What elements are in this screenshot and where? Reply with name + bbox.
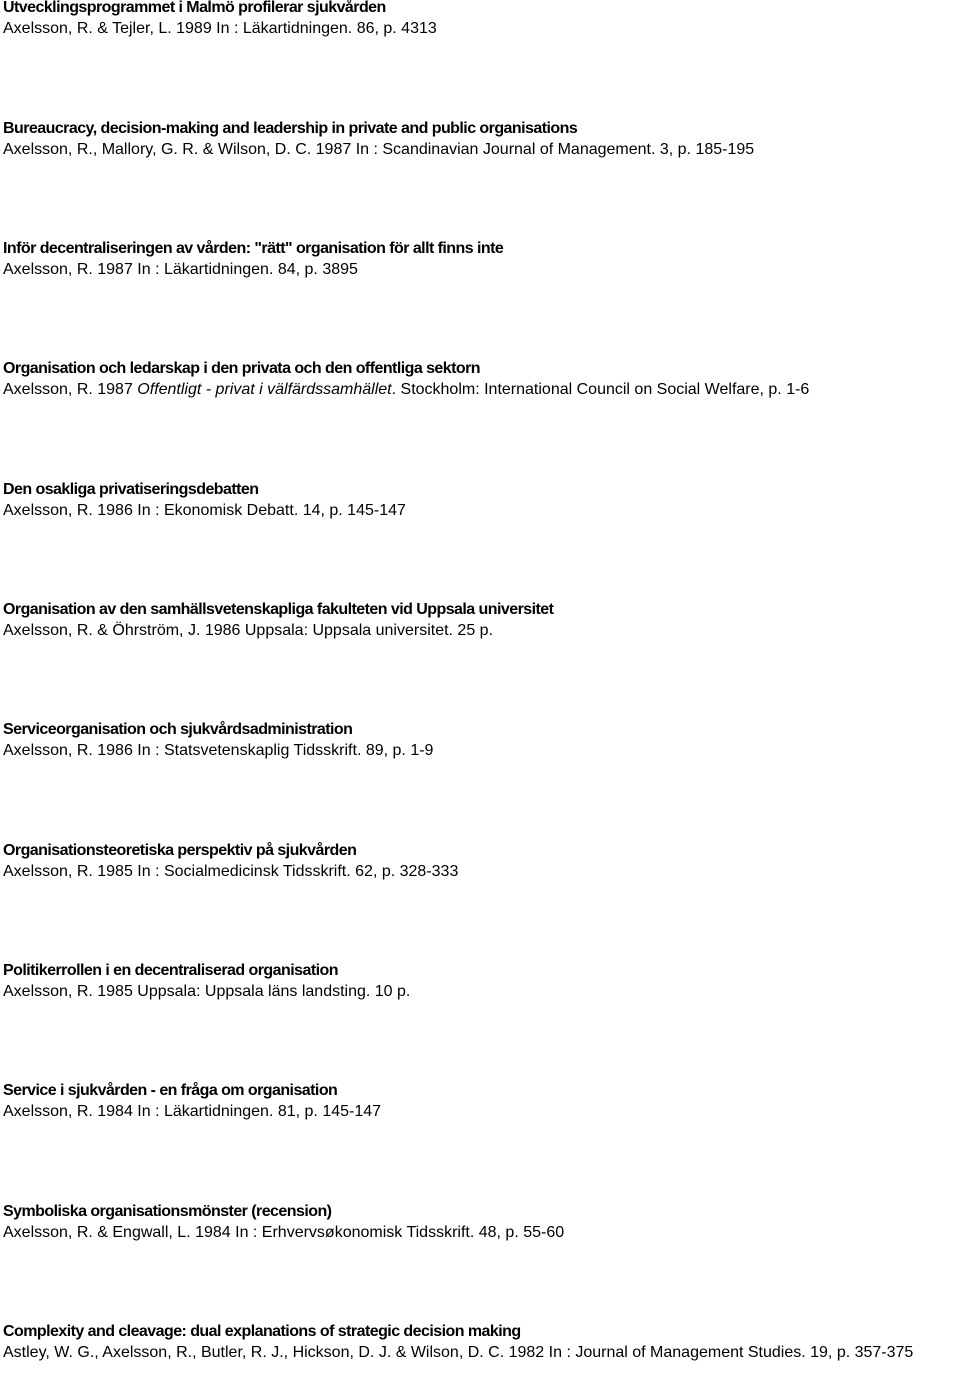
publication-citation: Axelsson, R. & Öhrström, J. 1986 Uppsala: Uppsala universitet. 25 p. — [3, 622, 494, 639]
publication-title: Organisation och ledarskap i den privata och den offentliga sektorn — [3, 360, 481, 377]
citation-publisher-pages: . Stockholm: International Council on Social Welfare, p. 1-6 — [391, 381, 810, 398]
publication-entry — [3, 719, 957, 761]
publication-entry — [3, 1321, 957, 1363]
publication-entry — [3, 1201, 957, 1243]
publication-title: Inför decentraliseringen av vården: "rätt" organisation för allt finns inte — [3, 240, 504, 257]
publication-entry — [3, 358, 957, 400]
publication-title: Complexity and cleavage: dual explanations of strategic decision making — [3, 1323, 521, 1340]
publication-citation — [3, 379, 957, 400]
citation-authors-year: Axelsson, R. 1987 — [3, 381, 138, 398]
publication-citation: Axelsson, R. & Engwall, L. 1984 In : Erhvervsøkonomisk Tidsskrift. 48, p. 55-60 — [3, 1224, 565, 1241]
publication-citation: Astley, W. G., Axelsson, R., Butler, R. J., Hickson, D. J. & Wilson, D. C. 1982 In : Journal of Management Studies. 19, p. 357-375 — [3, 1344, 914, 1361]
publication-title: Service i sjukvården - en fråga om organisation — [3, 1082, 338, 1099]
publication-title: Bureaucracy, decision-making and leadership in private and public organisations — [3, 120, 578, 137]
publication-entry — [3, 479, 957, 521]
publication-entry — [3, 840, 957, 882]
publication-title: Den osakliga privatiseringsdebatten — [3, 481, 259, 498]
publication-title: Serviceorganisation och sjukvårdsadministration — [3, 721, 353, 738]
publication-citation: Axelsson, R., Mallory, G. R. & Wilson, D. C. 1987 In : Scandinavian Journal of Management. 3, p. 185-195 — [3, 141, 755, 158]
publication-entry — [3, 1080, 957, 1122]
publication-entry — [3, 599, 957, 641]
publication-entry — [3, 118, 957, 160]
publication-entry — [3, 960, 957, 1002]
publication-entry — [3, 238, 957, 280]
publication-title: Politikerrollen i en decentraliserad organisation — [3, 962, 338, 979]
publication-title: Symboliska organisationsmönster (recension) — [3, 1203, 332, 1220]
publication-citation: Axelsson, R. 1987 In : Läkartidningen. 84, p. 3895 — [3, 261, 358, 278]
publication-citation: Axelsson, R. 1984 In : Läkartidningen. 81, p. 145-147 — [3, 1103, 382, 1120]
publication-citation: Axelsson, R. & Tejler, L. 1989 In : Läkartidningen. 86, p. 4313 — [3, 20, 437, 37]
publication-citation: Axelsson, R. 1985 Uppsala: Uppsala läns landsting. 10 p. — [3, 983, 411, 1000]
publication-title: Organisationsteoretiska perspektiv på sjukvården — [3, 842, 357, 859]
publication-citation: Axelsson, R. 1986 In : Statsvetenskaplig Tidsskrift. 89, p. 1-9 — [3, 742, 434, 759]
citation-book-title: Offentligt - privat i välfärdssamhället — [137, 381, 392, 398]
publication-title: Organisation av den samhällsvetenskapliga fakulteten vid Uppsala universitet — [3, 601, 554, 618]
publication-title: Utvecklingsprogrammet i Malmö profilerar sjukvården — [3, 0, 386, 16]
publication-entry — [3, 0, 957, 39]
publication-citation: Axelsson, R. 1986 In : Ekonomisk Debatt. 14, p. 145-147 — [3, 502, 406, 519]
publication-citation: Axelsson, R. 1985 In : Socialmedicinsk Tidsskrift. 62, p. 328-333 — [3, 863, 459, 880]
